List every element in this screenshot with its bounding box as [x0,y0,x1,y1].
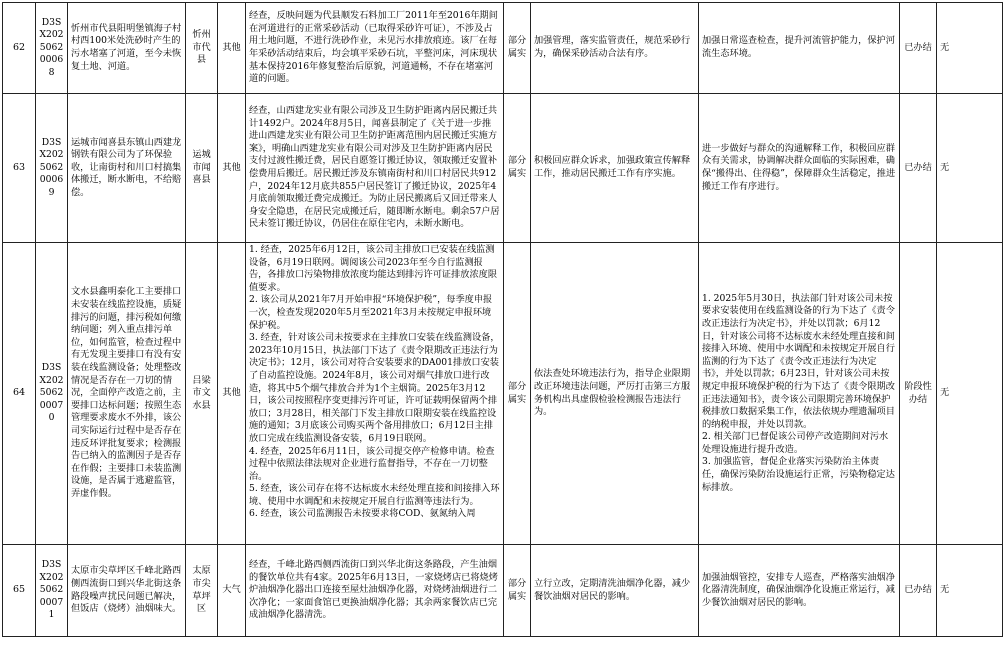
verdict: 部分属实 [504,243,531,545]
verdict: 部分属实 [504,94,531,243]
type: 其他 [218,3,246,94]
measures: 加强管理，落实监管责任，规范采砂行为，确保采砂活动合法有序。 [531,3,699,94]
case-table [2,2,1003,637]
place: 忻州市代县 [186,3,218,94]
table-row [3,243,1003,545]
issue-text: 运城市闻喜县东镇山西建龙钢铁有限公司为了环保验收，让南街村和川口村搞集体搬迁，断水断电，不给赔偿。 [68,94,186,243]
result: 加强日常巡查检查，提升河流管护能力，保护河流生态环境。 [699,3,900,94]
accountability: 无 [937,545,1003,637]
verdict: 部分属实 [504,3,531,94]
type: 其他 [218,94,246,243]
finding-item: 经查，山西建龙实业有限公司涉及卫生防护距离内居民搬迁共计1492户。2024年8月5日，闻喜县制定了《关于进一步推进山西建龙实业有限公司卫生防护距离范围内居民搬迁实施方案》，明确山西建龙实业有限公司对涉及卫生防护距离内居民支付过渡性搬迁费，居民自愿签订搬迁协议，领取搬迁安置补偿费用后搬迁。居民搬迁涉及东镇南街村和川口村居民共912户，2024年12月底共855户居民签订了搬迁协议，2025年4月底前领取搬迁费完成搬迁。为防止居民搬离后又回迁带来人身安全隐患，在居民完成搬迁后，随即断水断电。剩余57户居民未签订搬迁协议，仍居住在原住宅内，未断水断电。 [249,105,500,230]
measures: 依法查处环境违法行为，指导企业限期改正环境违法问题，严厉打击第三方服务机构出具虚假检验检测报告违法行为。 [531,243,699,545]
type: 其他 [218,243,246,545]
case-code: D3SX202506200069 [36,94,68,243]
row-number: 64 [3,243,36,545]
status: 已办结 [900,545,937,637]
case-code: D3SX202506200070 [36,243,68,545]
measures: 立行立改，定期清洗油烟净化器，减少餐饮油烟对居民的影响。 [531,545,699,637]
place: 吕梁市文水县 [186,243,218,545]
accountability: 无 [937,243,1003,545]
issue-text: 文水县鑫明泰化工主要排口未安装在线监控设施，质疑排污的问题，排污税如何缴纳问题；列入重点排污单位，如何监管，检查过程中有无发现主要排口有没有安装在线监测设备；处理整改情况是否存在一刀切的情况，全面停产改造之前，主要排口达标问题；按照生态管理要求废水不外排，该公司实际运行过程中是否存在违反环评批复要求；检测报告已纳入的监测因子是否存在作假；主要排口未装监测设施，是否属于逃避监管，弄虚作假。 [68,243,186,545]
place: 运城市闻喜县 [186,94,218,243]
table-row [3,545,1003,637]
verdict: 部分属实 [504,545,531,637]
findings [246,3,504,94]
result: 加强油烟管控，安排专人巡查，严格落实油烟净化器清洗制度，确保油烟净化设施正常运行，减少餐饮油烟对居民的影响。 [699,545,900,637]
status: 已办结 [900,3,937,94]
status: 阶段性办结 [900,243,937,545]
status: 已办结 [900,94,937,243]
accountability: 无 [937,94,1003,243]
result: 进一步做好与群众的沟通解释工作，积极回应群众有关需求，协调解决群众面临的实际困难，确保“搬得出、住得稳”，保障群众生活稳定，推进搬迁工作有序进行。 [699,94,900,243]
finding-item: 经查，反映问题为代县顺发石料加工厂2011年至2016年期间在河道进行的正常采砂活动（已取得采砂许可证），不涉及占用土地问题，不进行洗砂作业，未见污水排放痕迹。该厂在每年采砂活动结束后，均会填平采砂石坑，平整河床，河床现状基本保持2016年修复整治后原貌，河道通畅，不存在堵塞河道的问题。 [249,10,498,85]
findings [246,94,504,243]
type: 大气 [218,545,246,637]
place: 太原市尖草坪区 [186,545,218,637]
case-code: D3SX202506200071 [36,545,68,637]
row-number: 65 [3,545,36,637]
finding-item: 4. 经查，2025年6月11日，该公司提交停产检修申请。检查过程中依照法律法规对企业进行监督指导，不存在一刀切整治。 [249,445,495,482]
finding-item: 6. 经查，该公司监测报告未按要求将COD、氨氮纳入周 [249,508,476,520]
finding-item: 3. 经查，针对该公司未按要求在主排放口安装在线监测设备，2023年10月15日，执法部门下达了《责令限期改正违法行为决定书》；12月，该公司对符合安装要求的DA001排放口安装了自动监控设施。2024年8月，该公司对烟气排放口进行改造，将其中5个烟气排放合并为1个主烟筒。2025年3月12日，该公司按照程序变更排污许可证，许可证载明保留两个排放口；3月28日，相关部门下发主排放口限期安装在线监控设施的通知；3月底该公司购买两个备用排放口；6月12日主排放口完成在线监测设备安装，6月19日联网。 [249,332,500,444]
finding-item: 5. 经查，该公司存在将不达标废水未经处理直接和间接排入环境、使用中水调配和未按规定开展自行监测等违法行为。 [249,483,500,507]
finding-item: 1. 经查，2025年6月12日，该公司主排放口已安装在线监测设备，6月19日联网。调阅该公司2023年至今自行监测报告，各排放口污染物排放浓度均能达到排污许可证排放浓度限值要求。 [249,244,498,293]
result: 1. 2025年5月30日，执法部门针对该公司未按要求安装使用在线监测设备的行为下达了《责令改正违法行为决定书》，并处以罚款；6月12日，针对该公司将不达标废水未经处理直接和间接排入环境、使用中水调配和未按规定开展自行监测的行为下达了《责令改正违法行为决定书》，并处以罚款；6月23日，针对该公司未按规定申报环境保护税的行为下达了《责令限期改正违法通知书》，责令该公司限期完善环境保护税排放口数据采集工作，依法依规办理遗漏项目的纳税申报，并处以罚款。 2. 相关部门已督促该公司停产改造期间对污水处理设施进行提升改造。 3. 加强监管，督促企业落实污染防治主体责任，确保污染防治设施运行正常，污染物稳定达标排放。 [699,243,900,545]
issue-text: 忻州市代县阳明堡镇海子村村西100米处洗砂时产生的污水堵塞了河道，至今未恢复土地、河道。 [68,3,186,94]
finding-item: 经查，千峰北路西侧西流街口到兴华北街这条路段，产生油烟的餐饮单位共有4家。2025年6月13日，一家烧烤店已将烧烤炉油烟净化器出口连接至屋灶油烟净化器，对烧烤油烟进行二次净化；一家面食馆已更换油烟净化器；其余两家餐饮店已完成油烟净化器清洗。 [249,559,498,621]
table-row [3,3,1003,94]
row-number: 62 [3,3,36,94]
accountability: 无 [937,3,1003,94]
findings [246,545,504,637]
measures: 积极回应群众诉求，加强政策宣传解释工作，推动居民搬迁工作有序实施。 [531,94,699,243]
table-row [3,94,1003,243]
findings [246,243,504,545]
row-number: 63 [3,94,36,243]
case-code: D3SX202506200068 [36,3,68,94]
finding-item: 2. 该公司从2021年7月开始申报“环境保护税”，每季度申报一次，检查发现2020年5月至2021年3月未按规定申报环境保护税。 [249,294,493,331]
issue-text: 太原市尖草坪区千峰北路西侧西流街口到兴华北街这条路段噪声扰民问题已解决，但饭店（烧烤）油烟味大。 [68,545,186,637]
